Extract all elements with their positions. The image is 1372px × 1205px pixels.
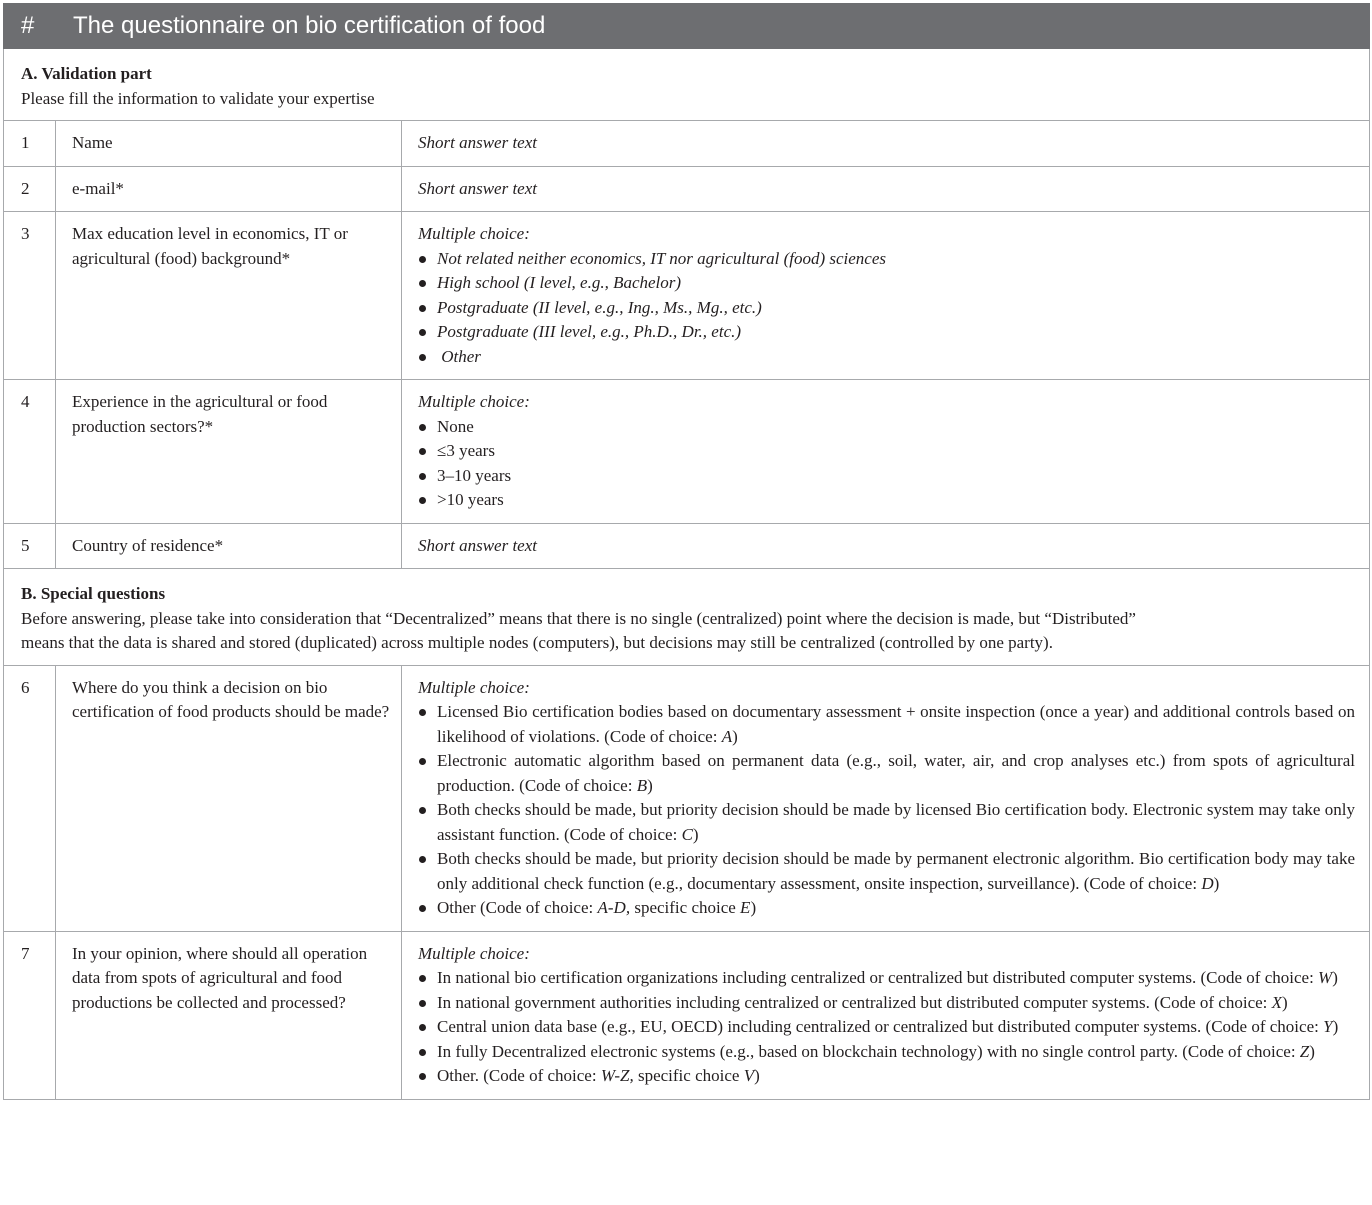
option-code: V: [743, 1066, 755, 1085]
option-list: [418, 700, 1355, 921]
option-text: Other (Code of choice:: [437, 898, 598, 917]
option-text: Both checks should be made, but priority decision should be made by permanent electronic algorithm. Bio certification body may take only additional check function (e.g., documentary assessment, onsite inspection, surveillance). (Code of choice:: [437, 849, 1355, 893]
section-a-cell: [4, 49, 1370, 121]
answer-options: [402, 931, 1370, 1099]
option-text: Not related neither economics, IT nor agricultural (food) sciences: [437, 248, 887, 268]
question-number: 4: [4, 380, 56, 524]
option-tail: ): [750, 898, 757, 917]
question-text: Where do you think a decision on bio certification of food products should be made?: [56, 665, 402, 931]
option-code: B: [636, 775, 648, 795]
answer-type: Multiple choice:: [418, 392, 530, 411]
bullet-icon: [419, 1049, 426, 1056]
question-text: Country of residence*: [56, 523, 402, 569]
option-code: Z: [1299, 1041, 1310, 1061]
question-row-3: [4, 212, 1370, 380]
option-text: Both checks should be made, but priority decision should be made by licensed Bio certification body. Electronic system may take only assistant function. (Code of choice:: [437, 800, 1355, 844]
option-item[interactable]: [418, 847, 1355, 896]
question-text: Experience in the agricultural or food production sectors?*: [56, 380, 402, 524]
question-number: 3: [4, 212, 56, 380]
option-item[interactable]: [418, 439, 1355, 464]
option-mid: specific choice: [633, 1066, 744, 1085]
option-item[interactable]: [418, 247, 1355, 272]
bullet-icon: [419, 1024, 426, 1031]
option-text: Postgraduate (II level, e.g., Ing., Ms., Mg., etc.): [437, 297, 762, 317]
option-code: D: [1201, 873, 1214, 893]
section-b-description-line-2: means that the data is shared and stored (duplicated) across multiple nodes (computers), but decisions may still be centralized (controlled by one party).: [21, 633, 1053, 652]
bullet-icon: [419, 709, 426, 716]
option-item[interactable]: [418, 271, 1355, 296]
question-text: e-mail*: [56, 166, 402, 212]
option-text: High school (I level, e.g., Bachelor): [437, 273, 682, 292]
option-tail: ): [1332, 968, 1338, 987]
option-item[interactable]: [418, 296, 1355, 321]
option-text: Central union data base (e.g., EU, OECD) including centralized or centralized but distributed computer systems. (Code of choice:: [437, 1017, 1324, 1036]
option-code: E: [740, 898, 751, 917]
option-code: A: [721, 726, 733, 746]
option-code: W: [1318, 968, 1333, 987]
option-tail: ): [1213, 873, 1220, 893]
option-item[interactable]: [418, 1015, 1355, 1040]
option-text: Other. (Code of choice:: [437, 1066, 601, 1085]
option-text: Licensed Bio certification bodies based on documentary assessment + onsite inspection (once a year) and additional controls based on likelihood of violations. (Code of choice:: [437, 702, 1355, 746]
section-b-description-line-1: Before answering, please take into consideration that “Decentralized” means that there is no single (centralized) point where the decision is made, but “Distributed”: [21, 608, 1136, 628]
option-item[interactable]: [418, 798, 1355, 847]
option-text: >10 years: [437, 490, 504, 509]
question-number: 1: [4, 121, 56, 167]
option-item[interactable]: [418, 320, 1355, 345]
header-hash: #: [4, 4, 56, 49]
bullet-icon: [419, 497, 426, 504]
table-header-row: [4, 4, 1370, 49]
answer-field[interactable]: [402, 523, 1370, 569]
table-title: The questionnaire on bio certification of food: [56, 4, 1370, 49]
bullet-icon: [419, 473, 426, 480]
option-item[interactable]: [418, 749, 1355, 798]
option-code: X: [1271, 992, 1283, 1012]
question-text: Max education level in economics, IT or agricultural (food) background*: [56, 212, 402, 380]
option-tail: ): [692, 824, 699, 844]
option-item[interactable]: [418, 896, 1355, 921]
option-mid: specific choice: [630, 898, 741, 917]
option-text: 3–10 years: [437, 465, 512, 485]
bullet-icon: [419, 807, 426, 814]
option-text: In national bio certification organizations including centralized or centralized but distributed computer systems. (Code of choice:: [437, 968, 1319, 987]
option-code: W-Z,: [600, 1066, 634, 1085]
bullet-icon: [419, 256, 426, 263]
option-tail: ): [1332, 1017, 1339, 1036]
option-list: [418, 247, 1355, 370]
option-tail: ): [647, 775, 653, 795]
question-number: 2: [4, 166, 56, 212]
question-row-4: [4, 380, 1370, 524]
option-list: [418, 415, 1355, 513]
option-item[interactable]: [418, 415, 1355, 440]
option-text: Postgraduate (III level, e.g., Ph.D., Dr., etc.): [437, 322, 742, 341]
option-text: None: [437, 416, 474, 436]
option-tail: ): [1282, 992, 1288, 1012]
answer-field[interactable]: [402, 166, 1370, 212]
bullet-icon: [419, 305, 426, 312]
question-number: 5: [4, 523, 56, 569]
question-row-2: [4, 166, 1370, 212]
answer-placeholder: Short answer text: [418, 178, 537, 198]
option-code: C: [681, 824, 693, 844]
bullet-icon: [419, 758, 426, 765]
questionnaire-table-page: [3, 3, 1369, 1100]
bullet-icon: [419, 354, 426, 361]
answer-type: Multiple choice:: [418, 224, 530, 243]
answer-options: [402, 212, 1370, 380]
bullet-icon: [419, 424, 426, 431]
option-item[interactable]: [418, 1064, 1355, 1089]
section-a-row: [4, 49, 1370, 121]
option-item[interactable]: [418, 464, 1355, 489]
option-tail: ): [1309, 1041, 1315, 1061]
option-tail: ): [732, 726, 738, 746]
option-text: In national government authorities including centralized or centralized but distributed computer systems. (Code of choice:: [437, 992, 1272, 1012]
option-tail: ): [754, 1066, 760, 1085]
question-number: 7: [4, 931, 56, 1099]
answer-field[interactable]: [402, 121, 1370, 167]
option-item[interactable]: [418, 1040, 1355, 1065]
option-item[interactable]: [418, 966, 1355, 991]
answer-options: [402, 665, 1370, 931]
bullet-icon: [419, 856, 426, 863]
question-row-1: [4, 121, 1370, 167]
answer-placeholder: Short answer text: [418, 133, 537, 152]
section-a-description: Please fill the information to validate your expertise: [21, 88, 375, 108]
bullet-icon: [419, 1073, 426, 1080]
option-text: In fully Decentralized electronic systems (e.g., based on blockchain technology) with no single control party. (Code of choice:: [437, 1041, 1300, 1061]
bullet-icon: [419, 448, 426, 455]
section-a-title: A. Validation part: [21, 64, 152, 83]
answer-type: Multiple choice:: [418, 677, 530, 697]
option-item[interactable]: [418, 991, 1355, 1016]
answer-options: [402, 380, 1370, 524]
section-b-cell: [4, 569, 1370, 666]
option-text: ≤3 years: [437, 441, 495, 460]
answer-placeholder: Short answer text: [418, 535, 537, 555]
option-text: Other: [437, 346, 481, 366]
option-item[interactable]: [418, 700, 1355, 749]
question-text: Name: [56, 121, 402, 167]
section-b-row: [4, 569, 1370, 666]
bullet-icon: [419, 329, 426, 336]
questionnaire-table: [3, 3, 1370, 1100]
option-text: Electronic automatic algorithm based on permanent data (e.g., soil, water, air, and crop analyses etc.) from spots of agricultural production. (Code of choice:: [437, 751, 1355, 795]
bullet-icon: [419, 975, 426, 982]
option-item[interactable]: [418, 488, 1355, 513]
question-row-7: [4, 931, 1370, 1099]
answer-type: Multiple choice:: [418, 943, 530, 963]
question-text: In your opinion, where should all operation data from spots of agricultural and food productions be collected and processed?: [56, 931, 402, 1099]
option-code: A-D,: [597, 898, 631, 917]
bullet-icon: [419, 1000, 426, 1007]
option-item[interactable]: [418, 345, 1355, 370]
question-row-5: [4, 523, 1370, 569]
question-number: 6: [4, 665, 56, 931]
bullet-icon: [419, 905, 426, 912]
section-b-title: B. Special questions: [21, 584, 166, 603]
option-list: [418, 966, 1355, 1089]
question-row-6: [4, 665, 1370, 931]
bullet-icon: [419, 280, 426, 287]
option-code: Y: [1323, 1017, 1333, 1036]
